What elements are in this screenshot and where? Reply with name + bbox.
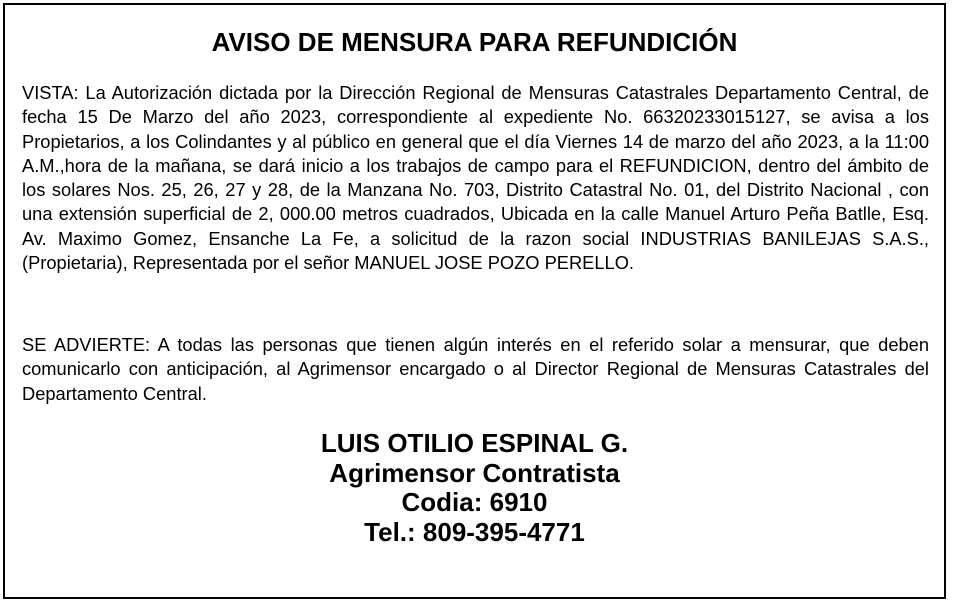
notice-title: AVISO DE MENSURA PARA REFUNDICIÓN (211, 27, 738, 57)
signature-phone: Tel.: 809-395-4771 (364, 516, 585, 547)
signature-name: LUIS OTILIO ESPINAL G. (320, 428, 629, 458)
signature-role: Agrimensor Contratista (329, 457, 620, 488)
notice-paragraph-vista: VISTA: La Autorización dictada por la Dirección Regional de Mensuras Catastrales Departamento Central, de fecha 15 De Marzo del año 2023, correspondiente al expediente No. 66320233015127, se avisa a los Propietarios, a los Colindantes y al público en general que el día Viernes 14 de marzo del año 2023, a la 11:00 A.M.,hora de la mañana, se dará inicio a los trabajos de campo para el REFUNDICION, dentro del ámbito de los solares Nos. 25, 26, 27 y 28, de la Manzana No. 703, Distrito Catastral No. 01, del Distrito Nacional , con una extensión superficial de 2, 000.00 metros cuadrados, Ubicada en la calle Manuel Arturo Peña Batlle, Esq. Av. Maximo Gomez, Ensanche La Fe, a solicitud de la razon social INDUSTRIAS BANILEJAS S.A.S., (Propietaria), Representada por el señor MANUEL JOSE POZO PERELLO. (22, 82, 929, 274)
signature-block (5, 429, 944, 547)
signature-codia: Codia: 6910 (401, 487, 548, 517)
notice-box (3, 3, 946, 599)
notice-paragraph-advierte: SE ADVIERTE: A todas las personas que tienen algún interés en el referido solar a mensurar, que deben comunicarlo con anticipación, al Agrimensor encargado o al Director Regional de Mensuras Catastrales del Departamento Central. (22, 334, 929, 404)
